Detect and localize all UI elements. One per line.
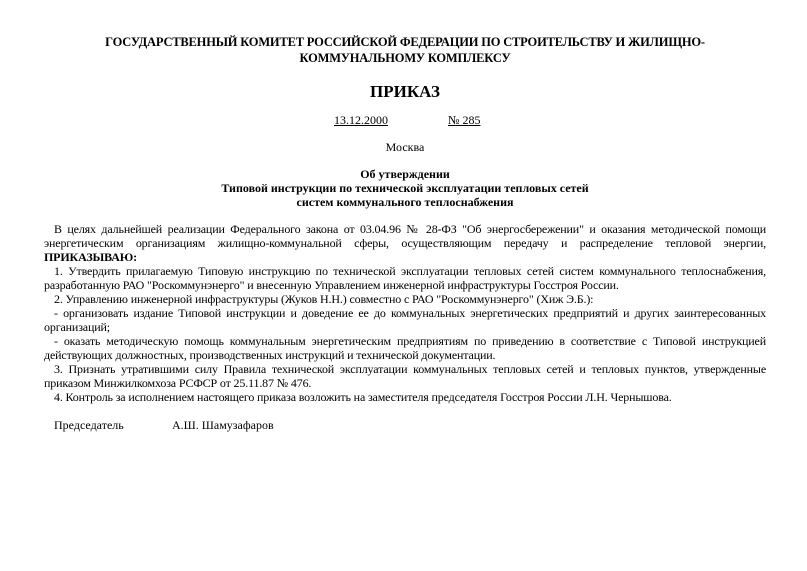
order-number: № 285 xyxy=(448,113,481,127)
subject-line-3: систем коммунального теплоснабжения xyxy=(296,195,514,209)
order-subject xyxy=(44,167,766,209)
document-type: ПРИКАЗ xyxy=(370,82,440,101)
preamble-paragraph xyxy=(44,222,766,264)
city: Москва xyxy=(385,140,425,154)
subject-line-2: Типовой инструкции по технической эксплуатации тепловых сетей xyxy=(221,181,589,195)
item-2-a: - организовать издание Типовой инструкции и доведение ее до коммунальных энергетических предприятий и других заинтересованных организаций; xyxy=(44,306,766,334)
organization-title: ГОСУДАРСТВЕННЫЙ КОМИТЕТ РОССИЙСКОЙ ФЕДЕРАЦИИ ПО СТРОИТЕЛЬСТВУ И ЖИЛИЩНО-КОММУНАЛЬНОМУ КОМПЛЕКСУ xyxy=(105,35,705,65)
date-number-line xyxy=(44,113,766,129)
item-2-b: - оказать методическую помощь коммунальным энергетическим предприятиям по приведению в соответствие с Типовой инструкцией действующих должностных, производственных инструкций и технической документации. xyxy=(44,334,766,362)
item-4: 4. Контроль за исполнением настоящего приказа возложить на заместителя председателя Госстроя России Л.Н. Чернышова. xyxy=(54,390,672,404)
order-date: 13.12.2000 xyxy=(334,113,388,127)
item-3: 3. Признать утратившими силу Правила технической эксплуатации коммунальных тепловых сетей и тепловых пунктов, утвержденные приказом Минжилкомхоза РСФСР от 25.11.87 № 476. xyxy=(44,362,766,390)
item-2: 2. Управлению инженерной инфраструктуры (Жуков Н.Н.) совместно с РАО "Роскоммунэнерго" (Хиж Э.Б.): xyxy=(54,292,594,306)
signatory-name: А.Ш. Шамузафаров xyxy=(172,418,274,432)
order-body xyxy=(44,222,766,404)
order-word: ПРИКАЗЫВАЮ: xyxy=(44,250,137,264)
document-page xyxy=(44,34,766,434)
item-1: 1. Утвердить прилагаемую Типовую инструкцию по технической эксплуатации тепловых сетей систем коммунального теплоснабжения, разработанную РАО "Роскоммунэнерго" и внесенную Управлением инженерной инфраструктуры Госстроя России. xyxy=(44,264,766,292)
subject-line-1: Об утверждении xyxy=(360,167,450,181)
signatory-role: Председатель xyxy=(54,418,124,432)
signature-block xyxy=(44,418,766,434)
preamble-text: В целях дальнейшей реализации Федерального закона от 03.04.96 № 28-ФЗ "Об энергосбережении" и оказания методической помощи энергетическим организациям жилищно-коммунальной сферы, осуществляющим передачу и распределение тепловой энергии, xyxy=(44,222,766,250)
